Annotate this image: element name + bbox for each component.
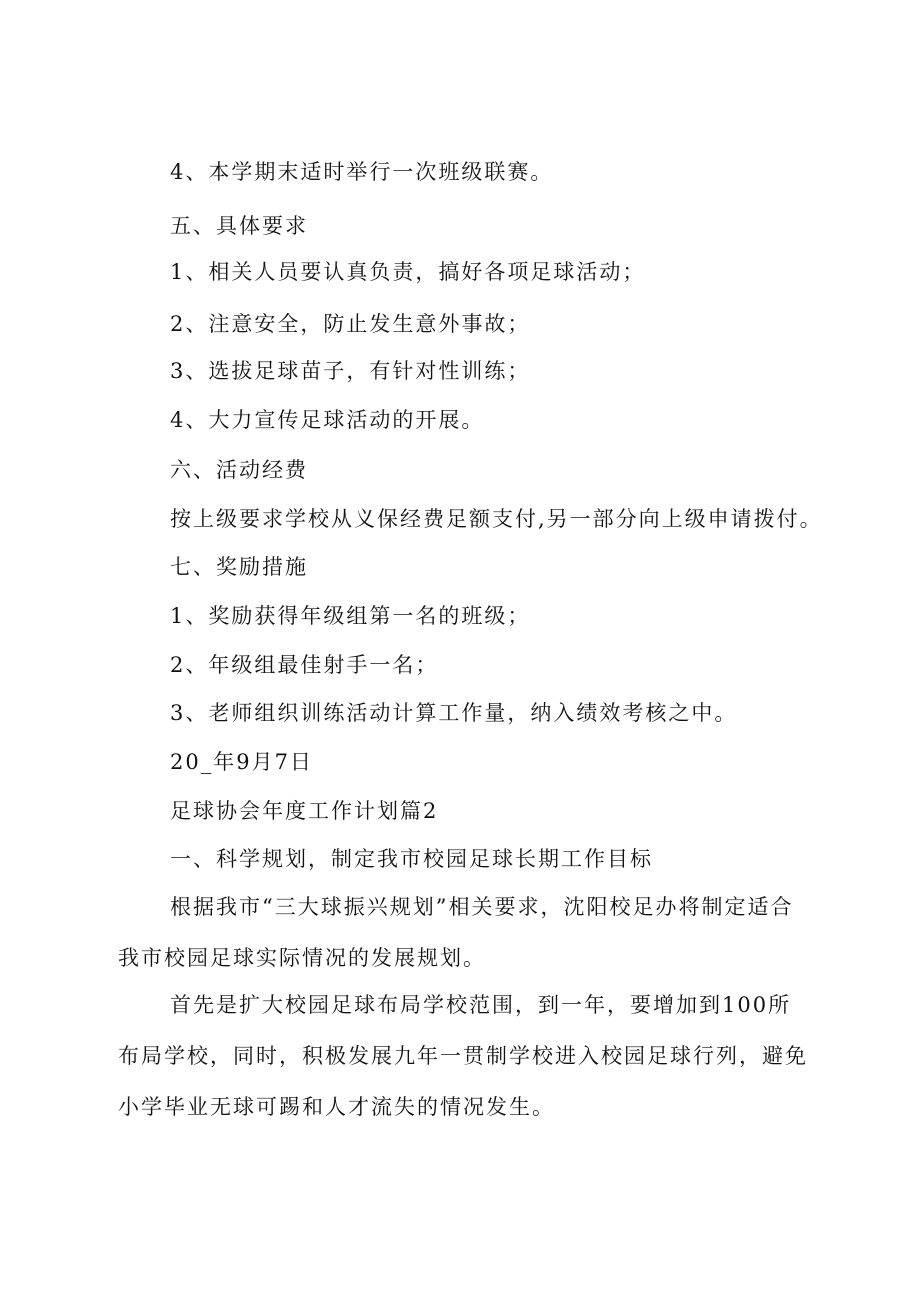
paragraph: 首先是扩大校园足球布局学校范围，到一年，要增加到100所布局学校，同时，积极发展九年一贯制学校进入校园足球行列，避免小学毕业无球可踢和人才流失的情况发生。 (118, 993, 808, 1119)
text-line: 2、年级组最佳射手一名； (170, 653, 439, 677)
text-line: 1、奖励获得年级组第一名的班级； (170, 604, 531, 628)
date-line: 20_年9月7日 (170, 750, 313, 774)
document-title: 足球协会年度工作计划篇2 (170, 799, 439, 823)
text-line: 2、注意安全，防止发生意外事故； (170, 312, 531, 336)
text-line: 3、老师组织训练活动计算工作量，纳入绩效考核之中。 (170, 701, 738, 725)
section-heading: 一、科学规划，制定我市校园足球长期工作目标 (170, 847, 653, 871)
text-line: 按上级要求学校从义保经费足额支付,另一部分向上级申请拨付。 (170, 507, 823, 531)
text-line: 3、选拔足球苗子，有针对性训练； (170, 359, 531, 383)
text-line: 1、相关人员要认真负责，搞好各项足球活动； (170, 260, 646, 284)
paragraph: 根据我市“三大球振兴规划”相关要求，沈阳校足办将制定适合我市校园足球实际情况的发展规划。 (118, 895, 794, 970)
section-heading: 七、奖励措施 (170, 555, 308, 579)
text-line: 4、本学期末适时举行一次班级联赛。 (170, 160, 554, 184)
section-heading: 六、活动经费 (170, 458, 308, 482)
section-heading: 五、具体要求 (170, 214, 308, 238)
text-line: 4、大力宣传足球活动的开展。 (170, 408, 485, 432)
